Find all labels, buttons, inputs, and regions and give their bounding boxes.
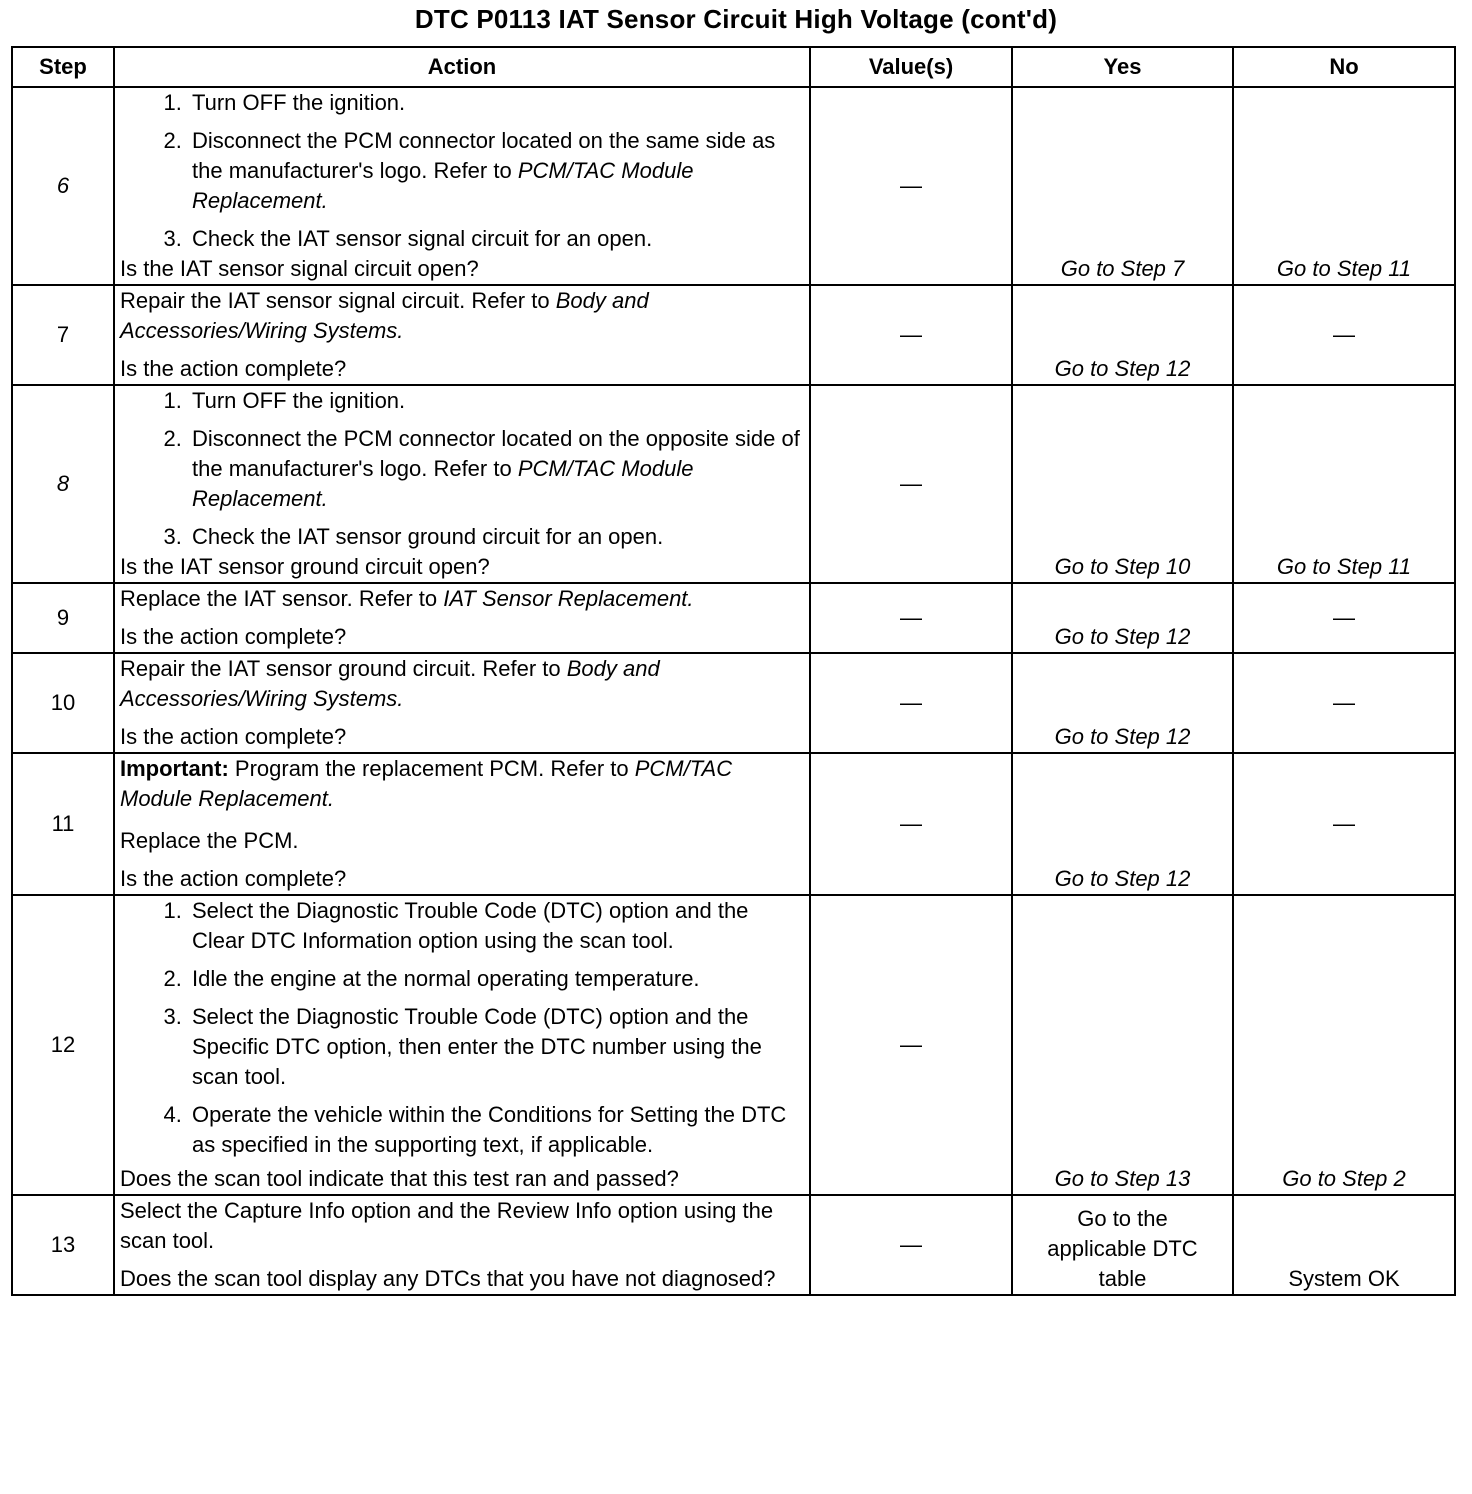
step-number: 10	[12, 653, 114, 753]
page-title: DTC P0113 IAT Sensor Circuit High Voltage (cont'd)	[414, 4, 1058, 34]
header-yes: Yes	[1012, 47, 1233, 87]
no-cell: —	[1233, 583, 1455, 653]
action-cell	[114, 1195, 810, 1295]
list-item: 1. Turn OFF the ignition.	[188, 386, 804, 416]
step-number: 8	[12, 385, 114, 583]
important-note	[120, 754, 804, 814]
action-text	[120, 584, 804, 614]
question-text: Is the IAT sensor signal circuit open?	[120, 256, 479, 281]
reference-link-text: IAT Sensor Replacement.	[443, 586, 694, 611]
no-cell: Go to Step 2	[1233, 895, 1455, 1195]
action-list	[120, 88, 804, 254]
table-row	[12, 87, 1455, 285]
important-label: Important:	[120, 756, 229, 781]
action-cell	[114, 895, 810, 1195]
reference-link-text: PCM/TAC Module Replacement.	[120, 756, 733, 811]
action-text-body: Repair the IAT sensor signal circuit. Refer to	[120, 288, 550, 313]
step-number: 11	[12, 753, 114, 895]
value-cell: —	[810, 285, 1012, 385]
action-cell	[114, 285, 810, 385]
table-row	[12, 895, 1455, 1195]
action-text: Replace the PCM.	[120, 828, 299, 853]
step-number: 13	[12, 1195, 114, 1295]
reference-link-text: PCM/TAC Module Replacement.	[192, 456, 694, 511]
reference-link-text: Body and Accessories/Wiring Systems.	[120, 656, 660, 711]
step-number: 6	[12, 87, 114, 285]
table-row	[12, 753, 1455, 895]
action-list	[120, 386, 804, 552]
yes-cell: Go to the applicable DTC table	[1012, 1195, 1233, 1295]
no-cell: Go to Step 11	[1233, 385, 1455, 583]
value-cell: —	[810, 653, 1012, 753]
question-text: Is the IAT sensor ground circuit open?	[120, 554, 490, 579]
table-row	[12, 285, 1455, 385]
action-cell	[114, 385, 810, 583]
header-step: Step	[12, 47, 114, 87]
table-row	[12, 1195, 1455, 1295]
value-cell: —	[810, 583, 1012, 653]
list-item: 3. Select the Diagnostic Trouble Code (DTC) option and the Specific DTC option, then enter the DTC number using the scan tool.	[188, 1002, 804, 1092]
list-item-text: Disconnect the PCM connector located on the same side as the manufacturer's logo. Refer to	[192, 128, 776, 183]
question-text: Is the action complete?	[120, 866, 347, 891]
diagnostic-table	[11, 46, 1456, 1296]
no-cell: System OK	[1233, 1195, 1455, 1295]
list-item	[188, 424, 804, 514]
action-text-body: Repair the IAT sensor ground circuit. Refer to	[120, 656, 561, 681]
list-item: 2. Idle the engine at the normal operating temperature.	[188, 964, 804, 994]
table-header-row	[12, 47, 1455, 87]
table-row	[12, 583, 1455, 653]
action-text-body: Replace the IAT sensor. Refer to	[120, 586, 438, 611]
question-text: Is the action complete?	[120, 724, 347, 749]
value-cell: —	[810, 895, 1012, 1195]
important-text: Program the replacement PCM. Refer to	[234, 756, 629, 781]
header-action: Action	[114, 47, 810, 87]
list-item: 4. Operate the vehicle within the Conditions for Setting the DTC as specified in the supporting text, if applicable.	[188, 1100, 804, 1160]
step-number: 9	[12, 583, 114, 653]
step-number: 7	[12, 285, 114, 385]
value-cell: —	[810, 385, 1012, 583]
list-item: 3. Check the IAT sensor ground circuit for an open.	[188, 522, 804, 552]
list-item-text: Disconnect the PCM connector located on the opposite side of the manufacturer's logo. Refer to	[192, 426, 800, 481]
action-list	[120, 896, 804, 1160]
step-number: 12	[12, 895, 114, 1195]
header-no: No	[1233, 47, 1455, 87]
yes-cell: Go to Step 7	[1012, 87, 1233, 285]
action-cell	[114, 653, 810, 753]
no-cell: —	[1233, 753, 1455, 895]
yes-cell: Go to Step 12	[1012, 285, 1233, 385]
question-text: Does the scan tool indicate that this test ran and passed?	[120, 1166, 679, 1191]
value-cell: —	[810, 87, 1012, 285]
question-text: Does the scan tool display any DTCs that you have not diagnosed?	[120, 1266, 776, 1291]
action-cell	[114, 753, 810, 895]
list-item: 1. Select the Diagnostic Trouble Code (DTC) option and the Clear DTC Information option using the scan tool.	[188, 896, 804, 956]
value-cell: —	[810, 1195, 1012, 1295]
list-item	[188, 126, 804, 216]
no-cell: —	[1233, 653, 1455, 753]
no-cell: —	[1233, 285, 1455, 385]
yes-cell: Go to Step 12	[1012, 583, 1233, 653]
yes-cell: Go to Step 13	[1012, 895, 1233, 1195]
action-text: Select the Capture Info option and the Review Info option using the scan tool.	[120, 1198, 774, 1253]
reference-link-text: Body and Accessories/Wiring Systems.	[120, 288, 649, 343]
no-cell: Go to Step 11	[1233, 87, 1455, 285]
table-row	[12, 653, 1455, 753]
action-text	[120, 654, 804, 714]
table-row	[12, 385, 1455, 583]
value-cell: —	[810, 753, 1012, 895]
yes-cell: Go to Step 12	[1012, 653, 1233, 753]
action-cell	[114, 583, 810, 653]
header-values: Value(s)	[810, 47, 1012, 87]
reference-link-text: PCM/TAC Module Replacement.	[192, 158, 694, 213]
question-text: Is the action complete?	[120, 624, 347, 649]
list-item: 3. Check the IAT sensor signal circuit for an open.	[188, 224, 804, 254]
action-text	[120, 286, 804, 346]
yes-cell: Go to Step 10	[1012, 385, 1233, 583]
list-item: 1. Turn OFF the ignition.	[188, 88, 804, 118]
question-text: Is the action complete?	[120, 356, 347, 381]
yes-cell: Go to Step 12	[1012, 753, 1233, 895]
action-cell	[114, 87, 810, 285]
